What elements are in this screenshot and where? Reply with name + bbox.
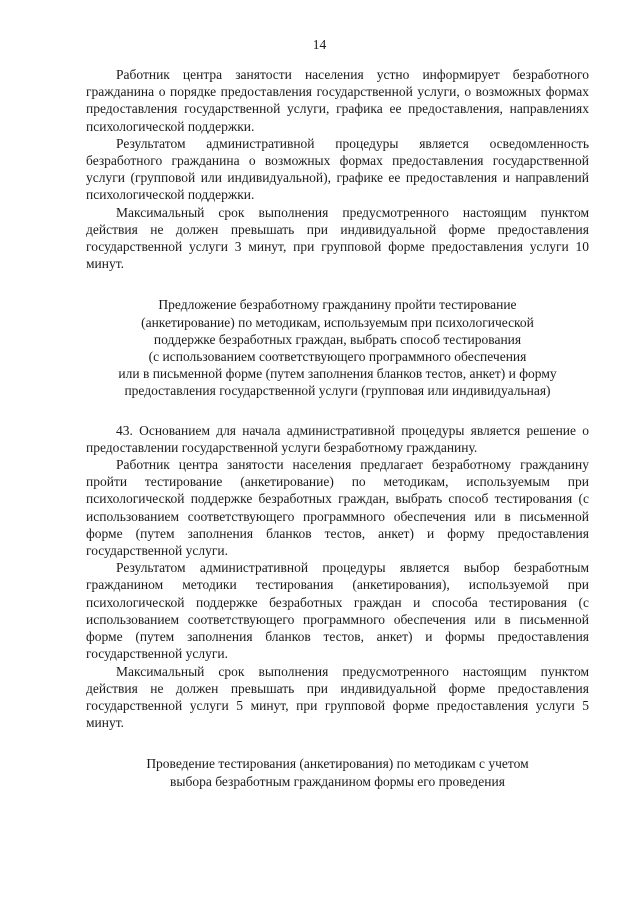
paragraph-clause-43-basis: 43. Основанием для начала административной процедуры является решение о предоставлении государственной услуги безработному гражданину. [86,422,589,455]
heading-line: Проведение тестирования (анкетирования) по методикам с учетом [146,756,529,772]
page-content [86,66,589,790]
heading-line: (с использованием соответствующего программного обеспечения [148,349,527,365]
paragraph-informing: Работник центра занятости населения устно информирует безработного гражданина о порядке предоставления государственной услуги, о возможных формах предоставления государственной услуги, графика ее предоставления, направлениях психологической поддержки. [86,67,589,134]
heading-line: поддержке безработных граждан, выбрать способ тестирования [153,331,522,347]
paragraph-max-time-informing: Максимальный срок выполнения предусмотренного настоящим пунктом действия не должен превышать при индивидуальной форме предоставления государственной услуги 3 минут, при групповой форме предоставления услуги 10 минут. [86,204,589,272]
page-number: 14 [312,37,327,52]
paragraph-result-awareness: Результатом административной процедуры является осведомленность безработного гражданина о возможных формах предоставления государственной услуги (групповой или индивидуальной), графике ее предоставления и направлений психологической поддержки. [86,135,589,203]
heading-line: Предложение безработному гражданину пройти тестирование [158,297,517,313]
paragraph-testing-offer: Работник центра занятости населения предлагает безработному гражданину пройти тестирование (анкетирование) по методикам, используемым при психологической поддержке безработных граждан, выбрать способ тестирования (с использованием соответствующего программного обеспечения или в письменной форме (путем заполнения бланков тестов, анкет) и форму предоставления государственной услуги. [86,457,589,559]
section-heading-conducting-testing [86,755,589,789]
heading-line: выбора безработным гражданином формы его проведения [170,773,505,789]
paragraph-max-time-testing-offer: Максимальный срок выполнения предусмотренного настоящим пунктом действия не должен превышать при индивидуальной форме предоставления государственной услуги 5 минут, при групповой форме предоставления услуги 5 минут. [86,663,589,731]
paragraph-result-method-choice: Результатом административной процедуры является выбор безработным гражданином методики тестирования (анкетирования), используемой при психологической поддержке безработных граждан и способа тестирования (с использованием соответствующего программного обеспечения или в письменной форме (путем заполнения бланков тестов, анкет) и формы предоставления государственной услуги. [86,560,589,662]
heading-line: предоставления государственной услуги (групповая или индивидуальная) [124,383,551,399]
heading-line: или в письменной форме (путем заполнения бланков тестов, анкет) и форму [118,366,557,382]
heading-line: (анкетирование) по методикам, используемым при психологической [141,314,534,330]
section-heading-testing-offer [86,296,589,399]
